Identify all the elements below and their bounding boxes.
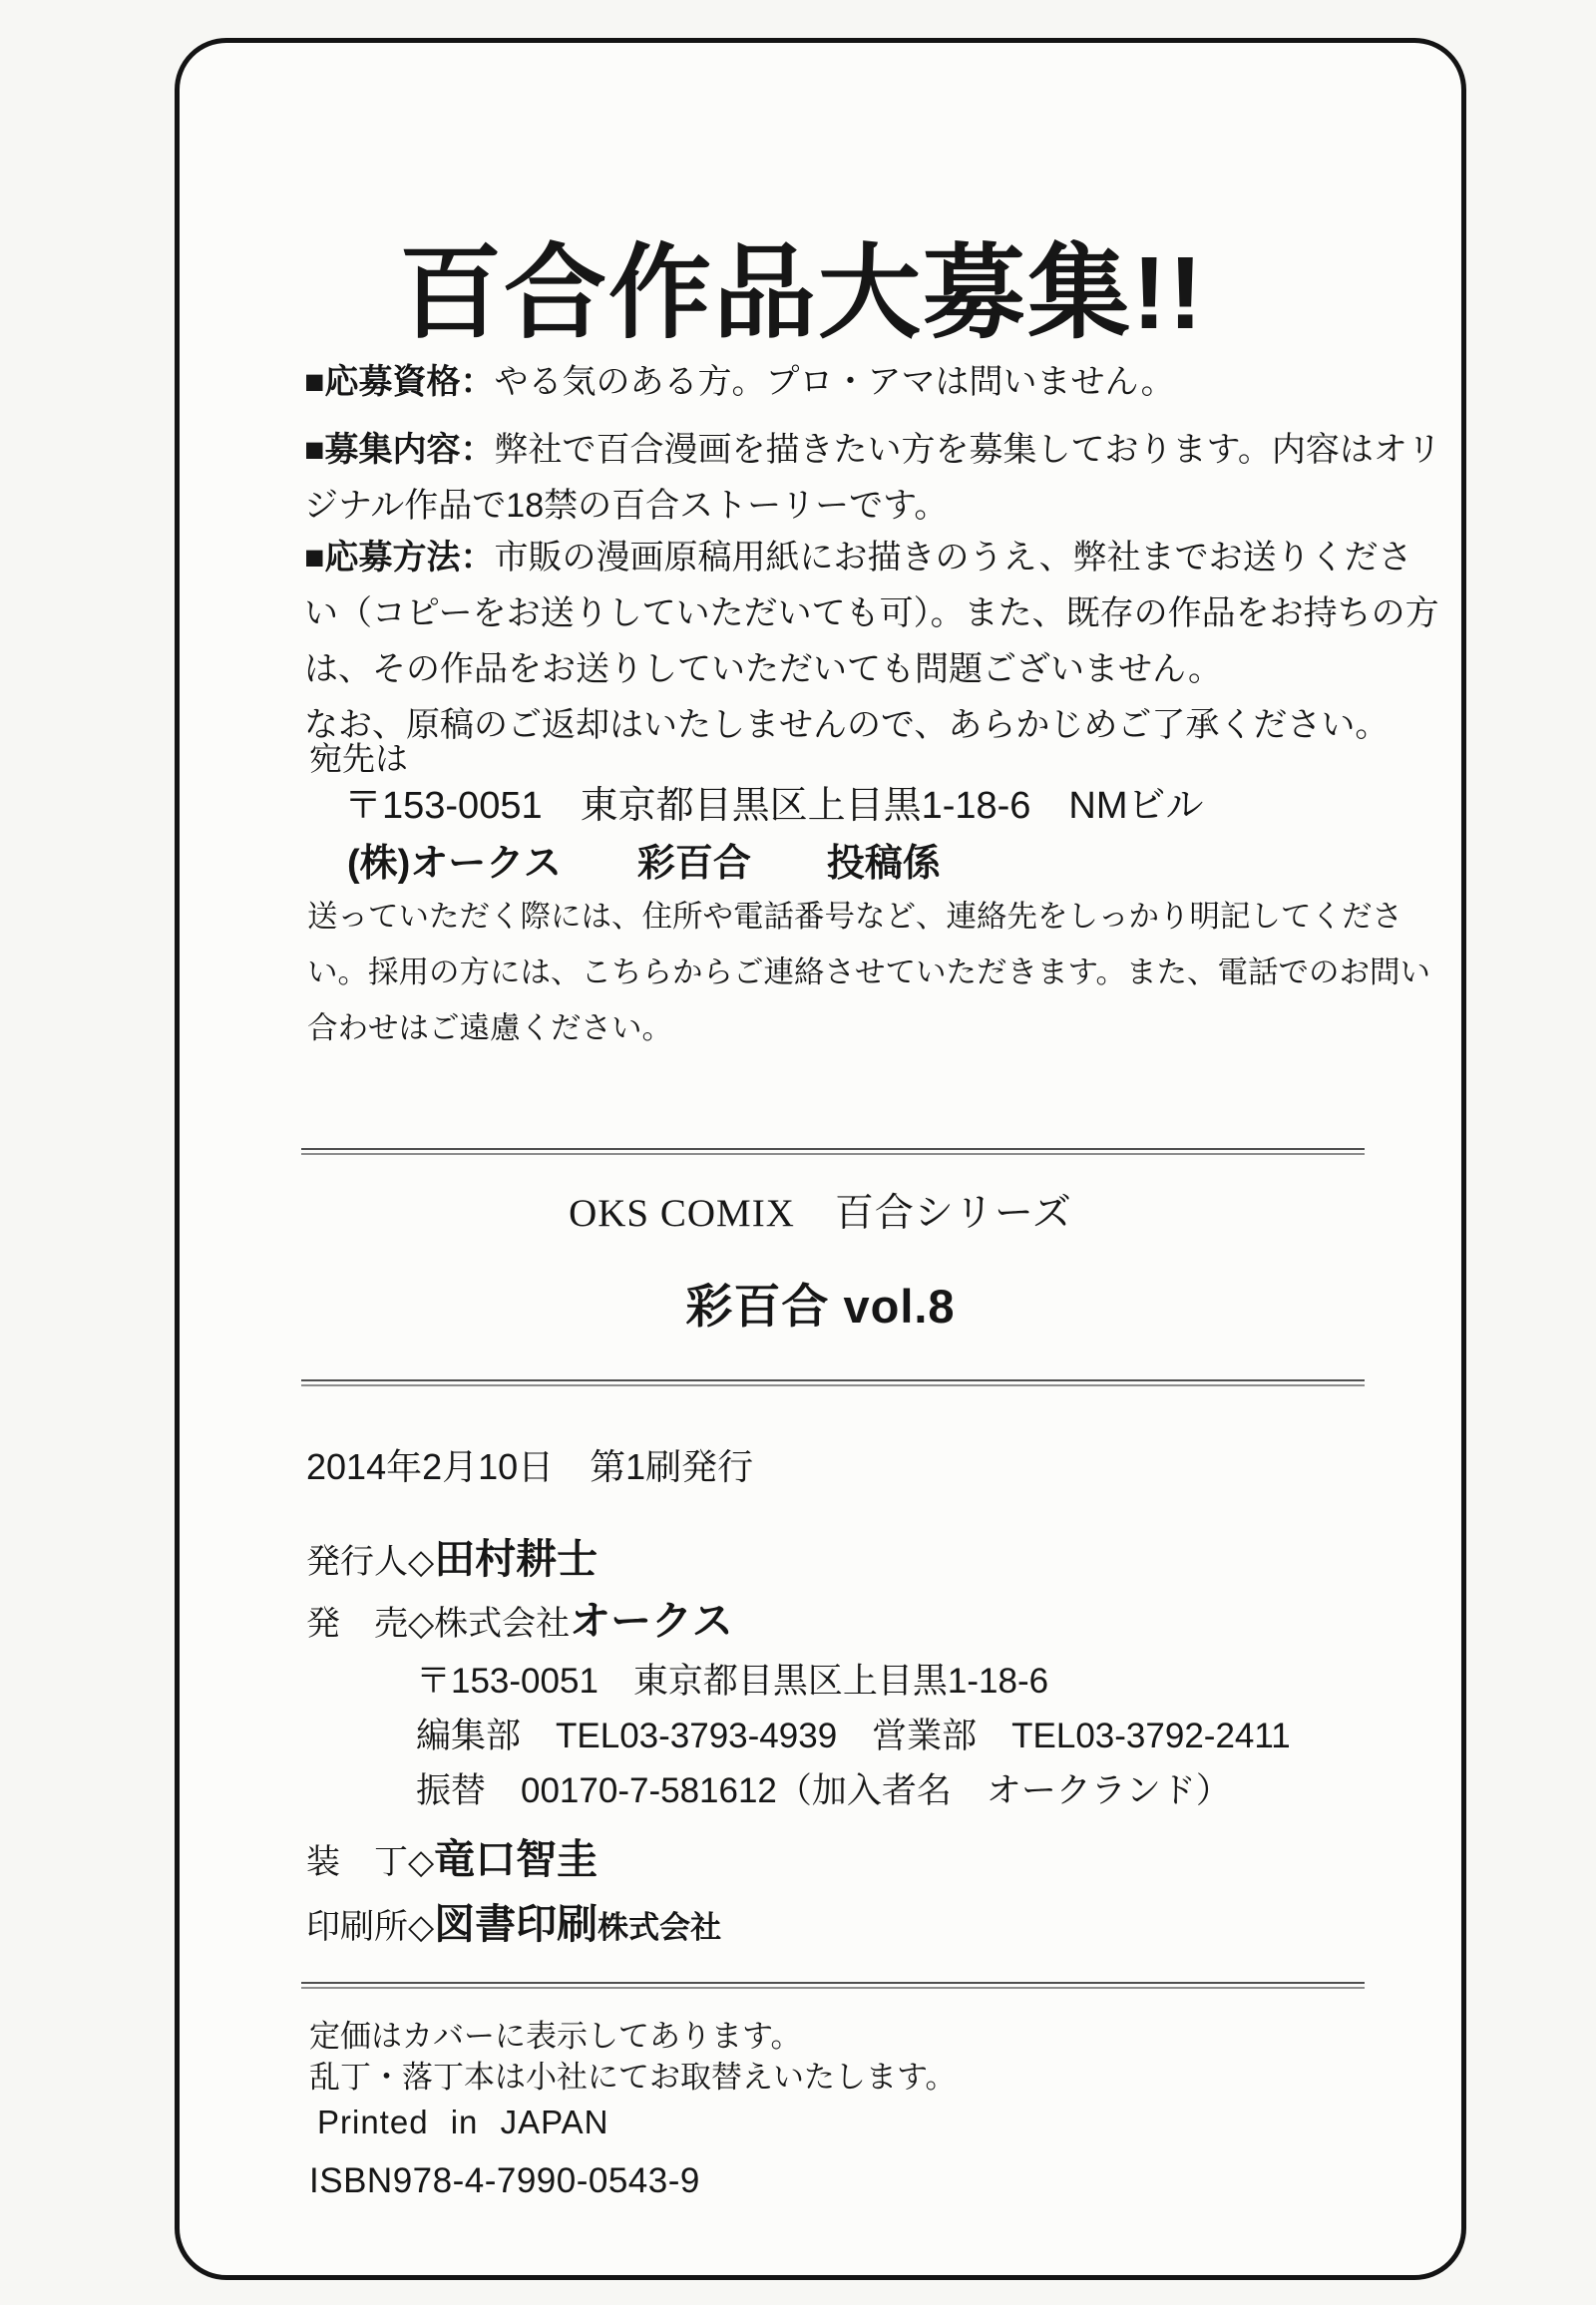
publisher-label: 発行人◇ (306, 1543, 435, 1581)
submission-note: 送っていただく際には、住所や電話番号など、連絡先をしっかり明記してください。採用の方には、こちらからご連絡させていただきます。また、電話でのお問い合わせはご遠慮ください。 (307, 900, 1431, 1045)
divider-bottom (301, 1982, 1365, 1989)
printer-name: 図書印刷 (434, 1901, 598, 1947)
section-qualification-label: ■応募資格： (304, 363, 495, 401)
price-note-cover: 定価はカバーに表示してあります。 (309, 2019, 802, 2054)
recruitment-title: 百合作品大募集!! (399, 235, 1205, 350)
printer-label: 印刷所◇ (306, 1908, 435, 1946)
price-notes (309, 2016, 957, 2098)
printer-company-type: 株式会社 (598, 1910, 722, 1945)
designer-label: 装 丁◇ (306, 1843, 435, 1881)
section-method (304, 530, 1443, 753)
telephone-line: 編集部 TEL03-3793-4939 営業部 TEL03-3792-2411 (416, 1717, 1291, 1755)
seller-name: オークス (570, 1598, 733, 1644)
section-content-label: ■募集内容： (304, 431, 495, 469)
isbn-number: ISBN978-4-7990-0543-9 (309, 2161, 700, 2200)
seller-address: 〒153-0051 東京都目黒区上目黒1-18-6 (416, 1662, 1049, 1701)
printer-line (306, 1891, 721, 1950)
section-qualification (304, 354, 1443, 410)
publisher-line (306, 1526, 598, 1585)
book-title: 彩百合 vol.8 (685, 1280, 956, 1333)
section-content-text: 弊社で百合漫画を描きたい方を募集しております。内容はオリジナル作品で18禁の百合ストーリーです。 (304, 431, 1441, 525)
seller-line (306, 1588, 733, 1647)
divider-top (301, 1148, 1365, 1155)
print-date: 2014年2月10日 第1刷発行 (306, 1446, 754, 1487)
section-content (304, 422, 1443, 534)
postal-transfer-line: 振替 00170-7-581612（加入者名 オークランド） (416, 1771, 1231, 1810)
designer-name: 竜口智圭 (434, 1836, 598, 1882)
section-method-text: 市販の漫画原稿用紙にお描きのうえ、弊社までお送りください（コピーをお送りしていただいても可）。また、既存の作品をお持ちの方は、その作品をお送りしていただいても問題ございません。 (304, 539, 1439, 688)
divider-middle (301, 1379, 1365, 1386)
address-intro: 宛先は (309, 740, 408, 777)
seller-company-type: 株式会社 (434, 1605, 571, 1643)
publisher-name: 田村耕士 (434, 1536, 598, 1582)
designer-line (306, 1826, 598, 1885)
colophon-page-border (175, 38, 1466, 2280)
section-method-text2: なお、原稿のご返却はいたしませんので、あらかじめご了承ください。 (304, 706, 1390, 744)
price-note-replace: 乱丁・落丁本は小社にてお取替えいたします。 (309, 2060, 957, 2095)
submission-address: 〒153-0051 東京都目黒区上目黒1-18-6 NMビル (344, 785, 1204, 827)
section-qualification-text: やる気のある方。プロ・アマは問いません。 (494, 363, 1175, 401)
section-method-label: ■応募方法： (304, 539, 495, 576)
printed-in-japan: Printed in JAPAN (317, 2104, 609, 2140)
submission-company-line: (株)オークス 彩百合 投稿係 (347, 843, 941, 885)
seller-label: 発 売◇ (306, 1605, 435, 1643)
series-name: OKS COMIX 百合シリーズ (569, 1192, 1072, 1235)
